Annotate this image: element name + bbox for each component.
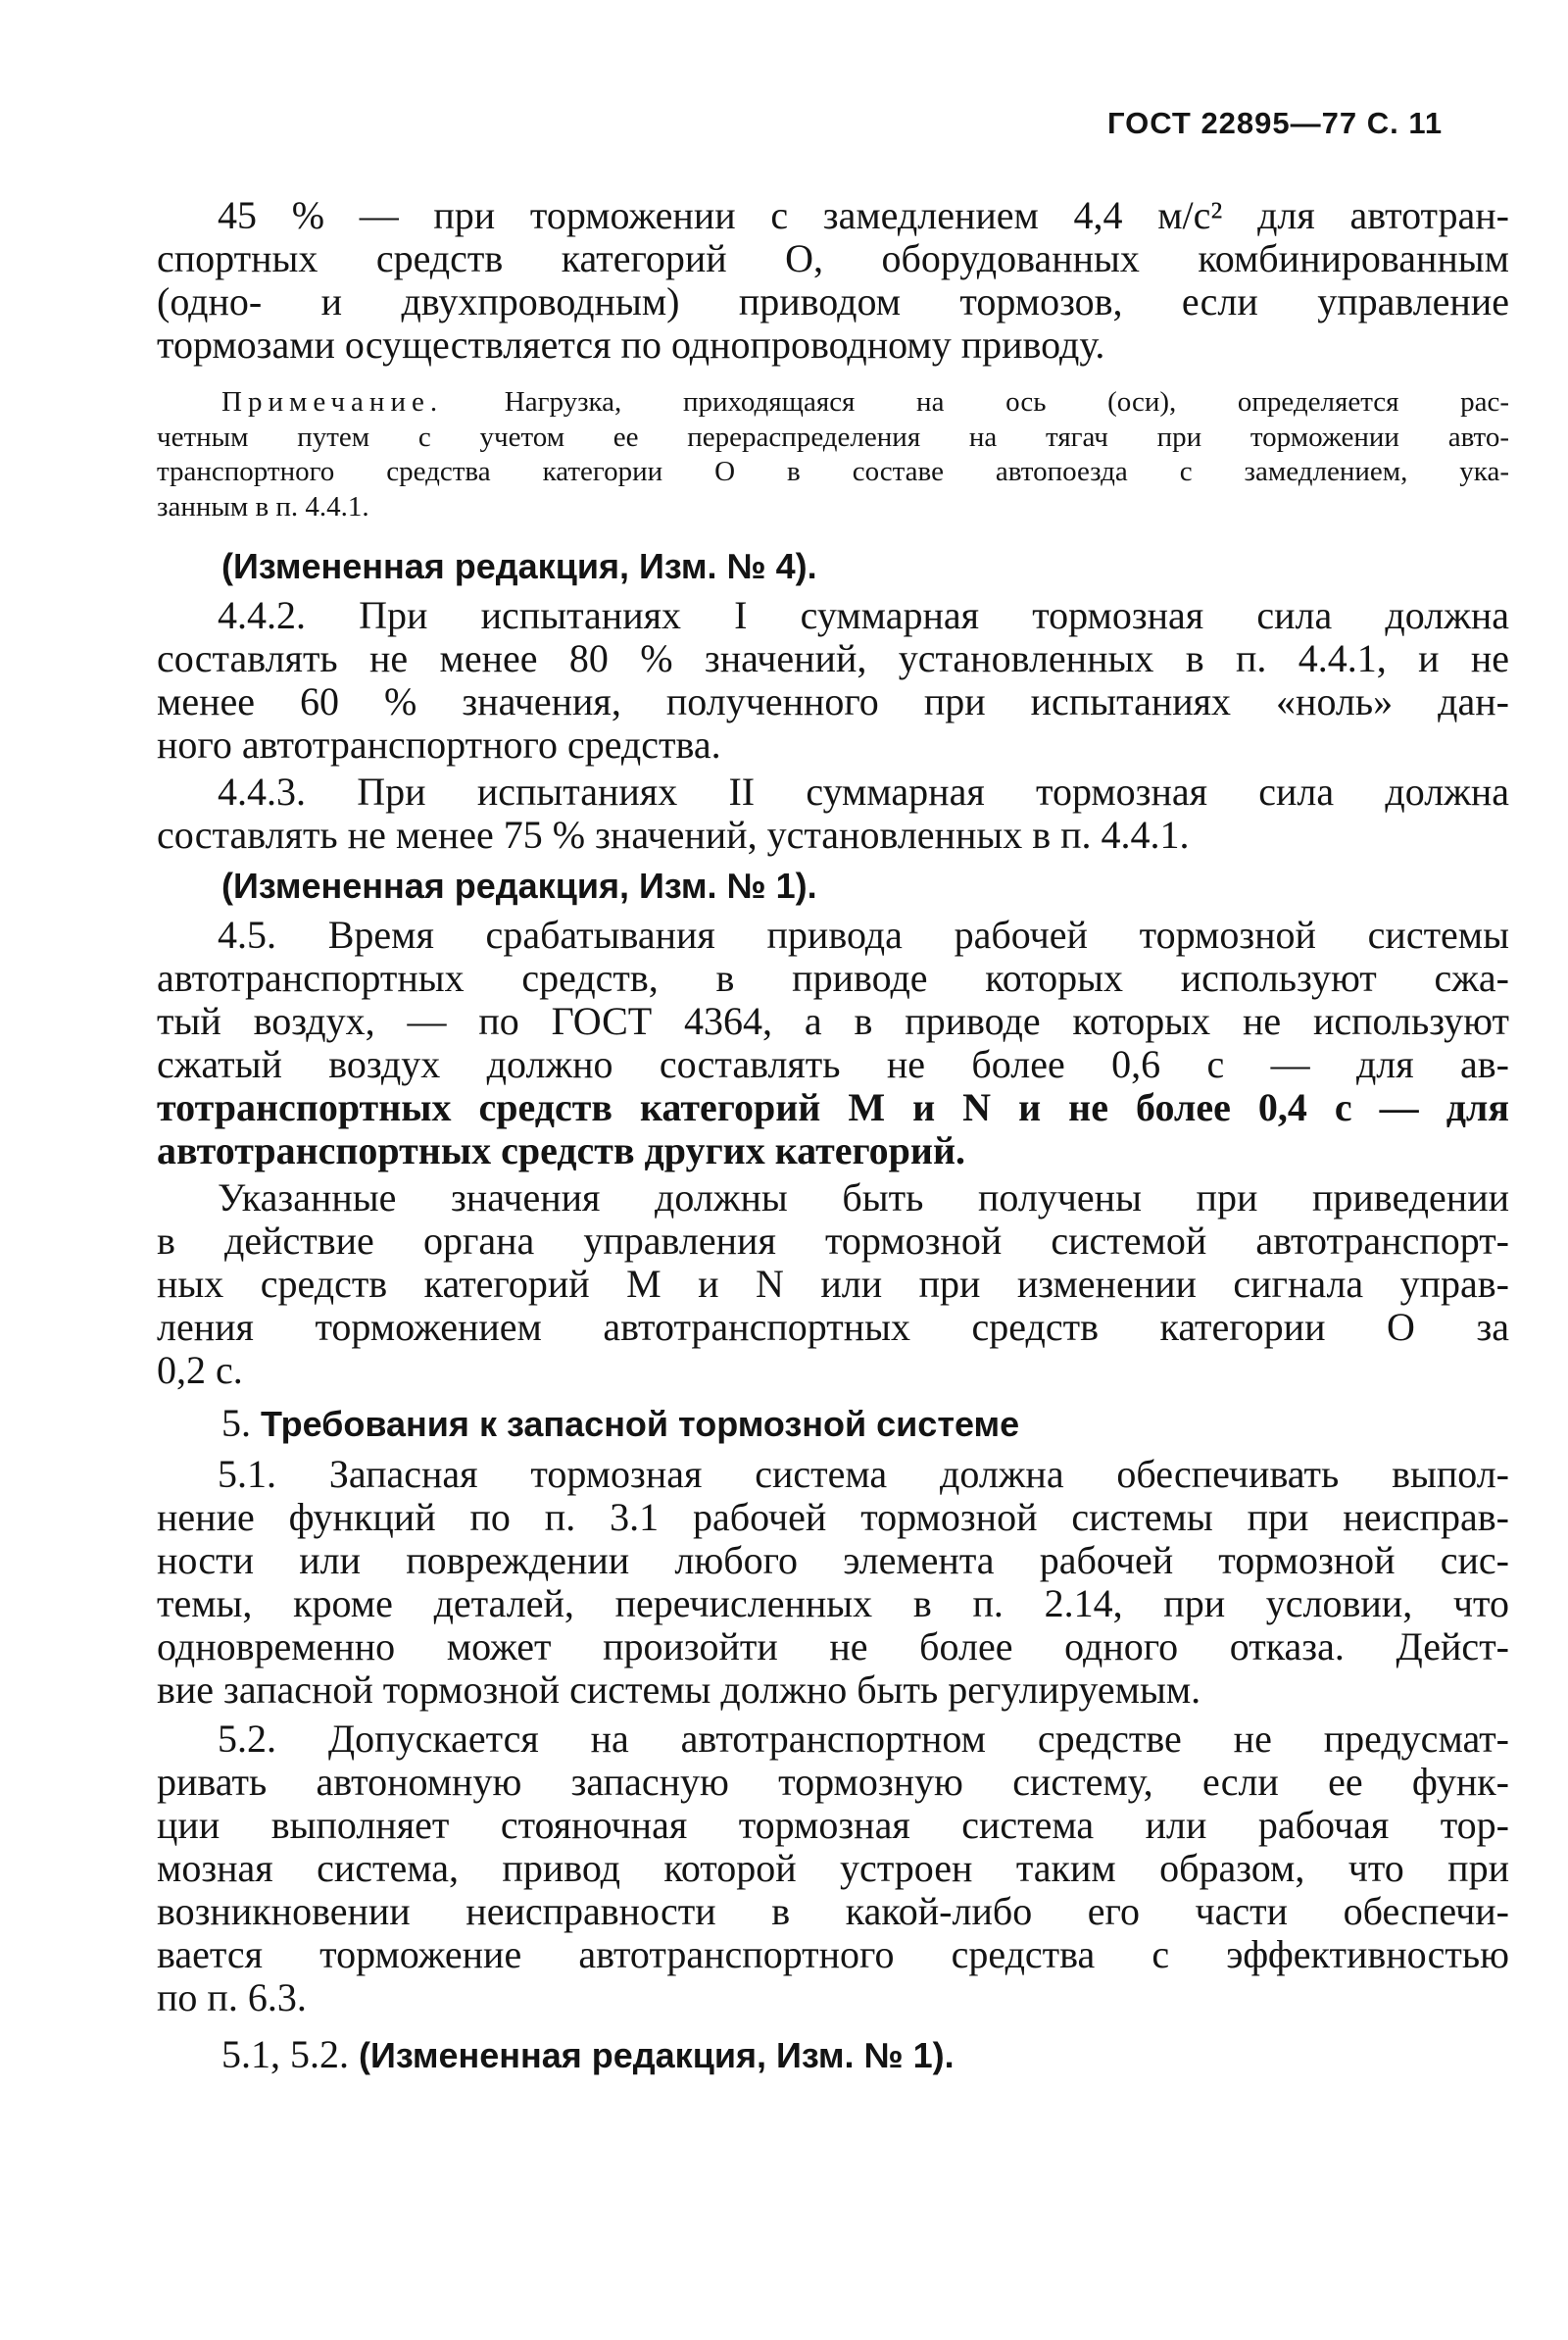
clause-5-1-line-2: нение функций по п. 3.1 рабочей тормозной системы при неиспрaв-: [157, 1495, 1509, 1539]
clause-5-2-line-1: 5.2. Допускается на автотранспортном средстве не предусмат-: [218, 1717, 1509, 1761]
clause-4-5-line-5: [157, 1086, 1509, 1129]
clause-5-2-line-5: возникновении неисправности в какой-либо его части обеспечи-: [157, 1889, 1509, 1933]
paragraph-45-line-3: (одно- и двухпроводным) приводом тормозов, если управление: [157, 279, 1509, 324]
section-5-heading: [221, 1402, 1019, 1446]
clause-5-2-line-6: вается торможение автотранспортного средства с эффективностью: [157, 1932, 1509, 1976]
clause-4-4-2-line-4: ного автотранспортного средства.: [157, 722, 721, 767]
clause-4-5b-line-3: ных средств категорий М и N или при изменении сигнала управ-: [157, 1262, 1509, 1306]
standard-number: ГОСТ 22895—77: [1107, 106, 1358, 140]
note-label: Примечание.: [221, 386, 444, 418]
clause-5-1-line-4: темы, кроме деталей, перечисленных в п. 2.14, при условии, что: [157, 1581, 1509, 1625]
note-line-1: [221, 385, 1509, 419]
paragraph-45-line-2: спортных средств категорий О, оборудованных комбинированным: [157, 236, 1509, 280]
clause-4-4-3-line-1: 4.4.3. При испытаниях II суммарная тормозная сила должна: [218, 770, 1509, 814]
clause-4-5-line-5a: тотранспортных средств категорий: [157, 1085, 821, 1129]
clause-4-4-2-line-1: 4.4.2. При испытаниях I суммарная тормозная сила должна: [218, 593, 1509, 637]
amendment-prefix: 5.1, 5.2.: [221, 2032, 349, 2076]
clause-4-5-line-6: автотранспортных средств других категорий.: [157, 1128, 966, 1172]
clause-4-5-line-3: тый воздух, — по ГОСТ 4364, а в приводе которых не используют: [157, 999, 1509, 1043]
page-header: [1107, 106, 1443, 141]
section-5-number: 5.: [221, 1401, 251, 1445]
amendment-note-1: (Измененная редакция, Изм. № 1).: [221, 866, 817, 906]
clause-4-4-2-line-2: составлять не менее 80 % значений, установленных в п. 4.4.1, и не: [157, 636, 1509, 680]
amendment-note-5-1-5-2: [221, 2033, 955, 2077]
clause-5-2-line-4: мозная система, привод которой устроен таким образом, что при: [157, 1846, 1509, 1890]
clause-5-1-line-6: вие запасной тормозной системы должно быть регулируемым.: [157, 1668, 1201, 1712]
note-line-2: четным путем с учетом ее перераспределения на тягач при торможении авто-: [157, 422, 1509, 453]
note-line-4: занным в п. 4.4.1.: [157, 491, 369, 523]
clause-4-4-3-line-2: составлять не менее 75 % значений, установленных в п. 4.4.1.: [157, 813, 1190, 857]
clause-4-5b-line-2: в действие органа управления тормозной системой автотранспорт-: [157, 1219, 1509, 1263]
clause-4-5b-line-4: ления торможением автотранспортных средств категории О за: [157, 1305, 1509, 1349]
clause-5-1-line-3: ности или повреждении любого элемента рабочей тормозной сис-: [157, 1538, 1509, 1582]
clause-5-1-line-5: одновременно может произойти не более одного отказа. Дейст-: [157, 1624, 1509, 1668]
amendment-text: (Измененная редакция, Изм. № 1).: [359, 2035, 955, 2075]
note-line-3: транспортного средства категории О в составе автопоезда с замедлением, ука-: [157, 456, 1509, 487]
page-number: С. 11: [1366, 106, 1444, 140]
clause-4-5-line-2: автотранспортных средств, в приводе которых используют сжа-: [157, 956, 1509, 1000]
clause-4-5-line-4: сжатый воздух должно составлять не более 0,6 с — для ав-: [157, 1042, 1509, 1086]
clause-4-5-line-1: 4.5. Время срабатывания привода рабочей тормозной системы: [218, 913, 1509, 957]
clause-4-4-2-line-3: менее 60 % значения, полученного при испытаниях «ноль» дан-: [157, 679, 1509, 723]
amendment-note-4: (Измененная редакция, Изм. № 4).: [221, 546, 817, 586]
section-5-title: Требования к запасной тормозной системе: [261, 1404, 1020, 1444]
note-text-1: Нагрузка, приходящаяся на ось (оси), определяется рас-: [504, 386, 1510, 418]
paragraph-45-line-4: тормозами осуществляется по однопроводному приводу.: [157, 323, 1105, 367]
clause-5-2-line-3: ции выполняет стояночная тормозная система или рабочая тор-: [157, 1803, 1509, 1847]
clause-5-2-line-7: по п. 6.3.: [157, 1975, 307, 2019]
clause-4-5-line-5b: М и N и не более 0,4 с — для: [848, 1085, 1510, 1129]
clause-5-2-line-2: ривать автономную запасную тормозную систему, если ее функ-: [157, 1760, 1509, 1804]
clause-4-5b-line-5: 0,2 с.: [157, 1348, 243, 1392]
clause-4-5b-line-1: Указанные значения должны быть получены при приведении: [218, 1175, 1509, 1220]
paragraph-45-line-1: 45 % — при торможении с замедлением 4,4 м/с² для автотран-: [218, 193, 1509, 237]
clause-5-1-line-1: 5.1. Запасная тормозная система должна обеспечивать выпол-: [218, 1452, 1509, 1496]
